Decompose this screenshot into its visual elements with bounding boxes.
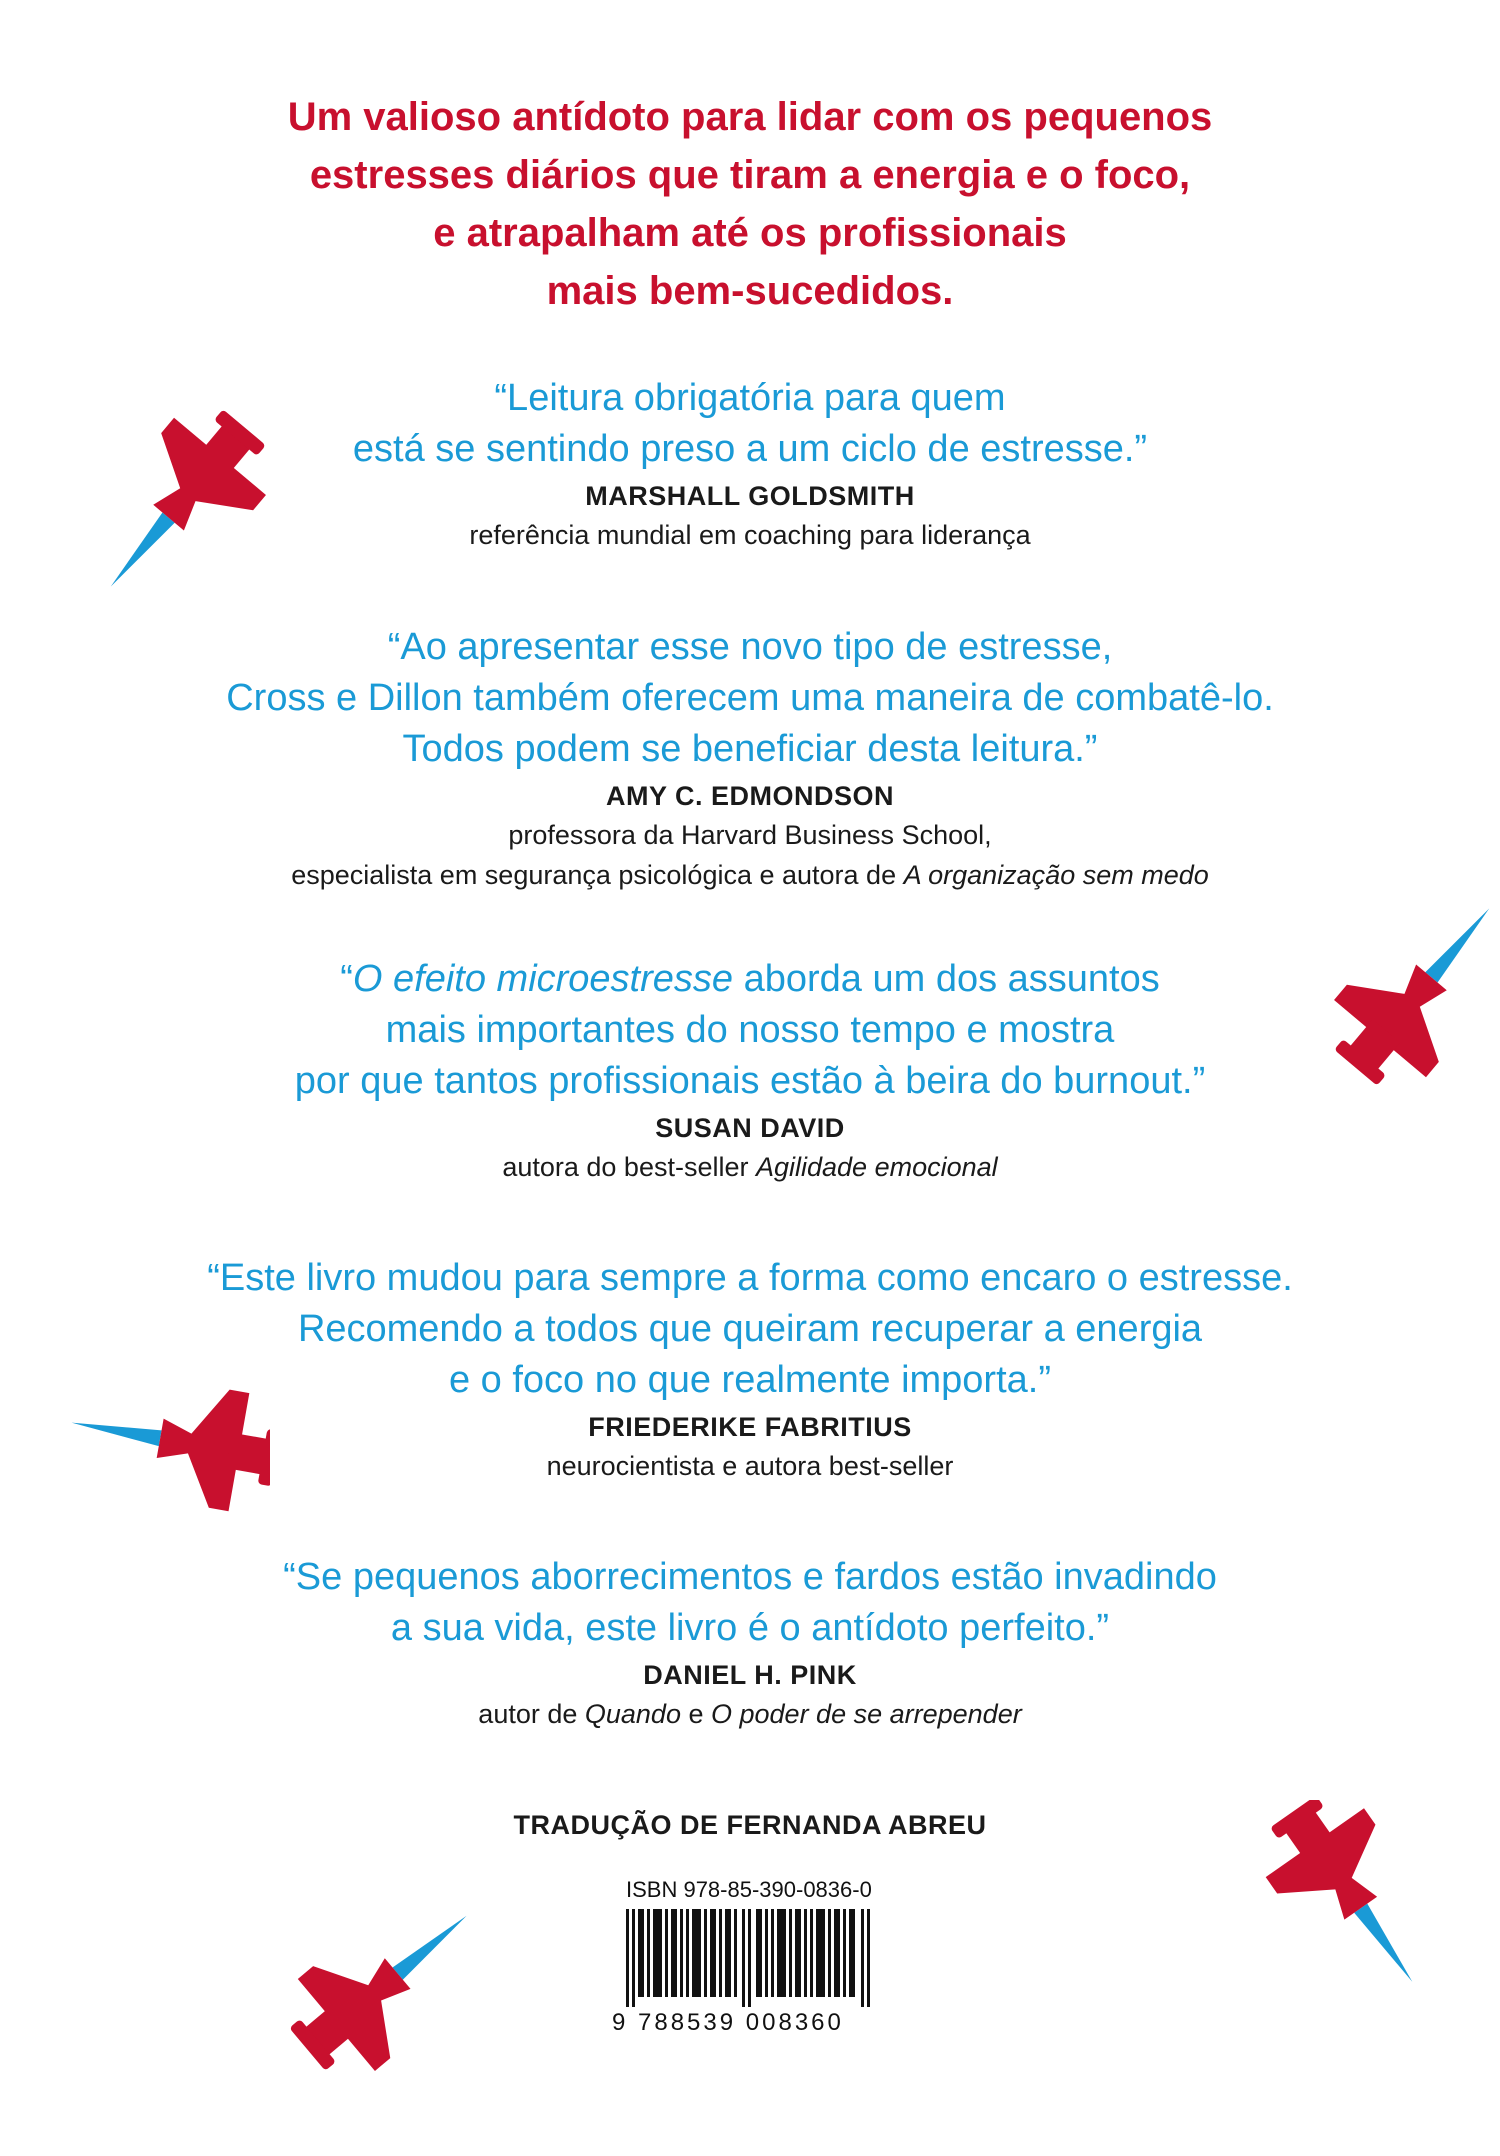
quote-line: “Este livro mudou para sempre a forma como encaro o estresse. [207,1257,1293,1299]
quote-david [0,954,1500,1187]
role-line [0,1147,1500,1187]
role-text: especialista em segurança psicológica e autora de [291,860,904,890]
barcode-icon [626,1909,870,2007]
tagline-line: e atrapalham até os profissionais [433,211,1067,255]
tagline [0,88,1500,320]
barcode-digits: 9 788539 008360 [612,2009,844,2036]
tagline-line: mais bem-sucedidos. [546,269,954,313]
book-title: A organização sem medo [903,860,1209,890]
role-line: professora da Harvard Business School, [508,820,992,850]
isbn-label: ISBN 978-85-390-0836-0 [626,1877,872,1902]
push-pin-icon [290,1880,490,2080]
book-title: Quando [584,1699,681,1729]
push-pin-icon [70,1340,270,1540]
book-title: O efeito microestresse [352,958,734,1000]
role-line: neurocientista e autora best-seller [546,1451,954,1481]
quote-author: MARSHALL GOLDSMITH [585,481,915,511]
role-text: autora do best-seller [502,1152,756,1182]
quote-mark: “ [340,958,353,1000]
quote-edmondson [0,622,1500,895]
quote-line: “Leitura obrigatória para quem [494,377,1006,419]
role-line [0,1694,1500,1734]
quote-line: Cross e Dillon também oferecem uma maneira de combatê-lo. [226,677,1274,719]
quote-text [0,1552,1500,1654]
quote-author-role [0,815,1500,895]
quote-line: a sua vida, este livro é o antídoto perfeito.” [390,1607,1110,1649]
quote-line: Todos podem se beneficiar desta leitura.” [402,728,1098,770]
quote-line: Recomendo a todos que queiram recuperar a energia [297,1308,1203,1350]
quote-text [0,954,1500,1107]
quote-author: SUSAN DAVID [655,1113,845,1143]
role-line: referência mundial em coaching para liderança [469,520,1031,550]
quote-line: está se sentindo preso a um ciclo de estresse.” [352,428,1148,470]
quote-line: mais importantes do nosso tempo e mostra [385,1009,1115,1051]
quote-line: por que tantos profissionais estão à beira do burnout.” [294,1060,1206,1102]
push-pin-icon [1325,885,1500,1085]
quote-author: DANIEL H. PINK [643,1660,857,1690]
quote-text-part: aborda um dos assuntos [733,958,1160,1000]
role-line [0,855,1500,895]
role-text: autor de [478,1699,585,1729]
quote-text [0,622,1500,775]
quote-author: AMY C. EDMONDSON [605,781,895,811]
quote-line: e o foco no que realmente importa.” [448,1359,1051,1401]
quote-author: FRIEDERIKE FABRITIUS [588,1412,912,1442]
push-pin-icon [1255,1800,1455,2000]
quote-pink [0,1552,1500,1734]
isbn-barcode [612,1875,884,2040]
book-title: Agilidade emocional [755,1152,998,1182]
quote-author-role [0,1694,1500,1734]
quote-line [0,954,1500,1005]
quote-line: “Ao apresentar esse novo tipo de estresse, [387,626,1113,668]
book-title: O poder de se arrepender [711,1699,1022,1729]
tagline-line: estresses diários que tiram a energia e o foco, [309,153,1191,197]
push-pin-icon [75,410,275,610]
quote-author-role [0,1147,1500,1187]
role-text: e [680,1699,711,1729]
tagline-line: Um valioso antídoto para lidar com os pequenos [287,95,1213,139]
translation-credit: TRADUÇÃO DE FERNANDA ABREU [513,1810,987,1840]
quote-line: “Se pequenos aborrecimentos e fardos estão invadindo [283,1556,1217,1598]
